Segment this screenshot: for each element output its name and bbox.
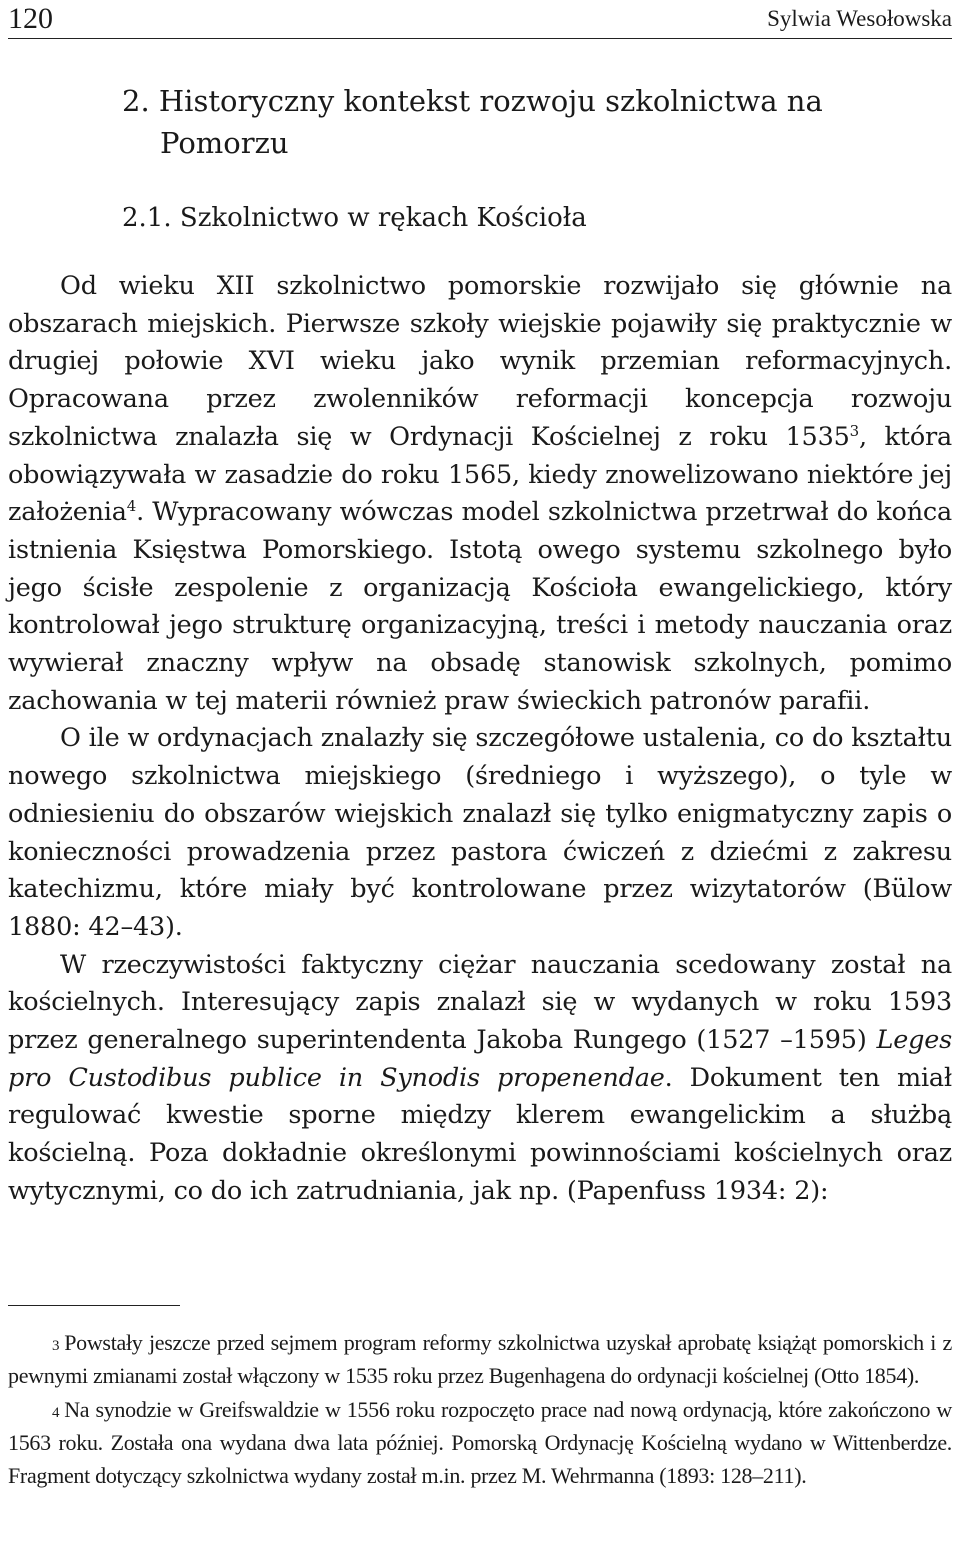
- paragraph-text: , która obowiązywała w zasadzie do roku 1565, kiedy znowelizowano niektóre jej założenia: [8, 421, 952, 528]
- footnote-number: 3: [52, 1338, 60, 1354]
- footnote: [8, 1393, 952, 1493]
- paragraph-text: . Wypracowany wówczas model szkolnictwa przetrwał do końca istnienia Księstwa Pomorskiego. Istotą owego systemu szkolnego było jego ścisłe zespolenie z organizacją Kościoła ewangelickiego, który kontrolował jego strukturę organizacyjną, treści i metody nauczania oraz wywierał znaczny wpływ na obsadę stanowisk szkolnych, pomimo zachowania w tej materii również praw świeckich patronów parafii.: [8, 497, 952, 716]
- footnote-ref: 3: [849, 421, 859, 440]
- subsection-heading: 2.1. Szkolnictwo w rękach Kościoła: [122, 203, 587, 233]
- footnote-separator: [8, 1305, 180, 1306]
- paragraph-text: . Dokument ten miał regulować kwestie sporne między klerem ewangelickim a służbą kościelną. Poza dokładnie określonymi powinnościami kościelnych oraz wytycznymi, co do ich zatrudniania, jak np. (Papenfuss 1934: 2):: [8, 1062, 952, 1206]
- paragraph: [8, 947, 952, 1211]
- footnote-text: Powstały jeszcze przed sejmem program reformy szkolnictwa uzyskał aprobatę książąt pomorskich i z pewnymi zmianami został włączony w 1535 roku przez Bugenhagena do ordynacji kościelnej (Otto 1854).: [8, 1330, 952, 1389]
- latin-title: Leges pro Custodibus publice in Synodis propenendae: [8, 1025, 952, 1093]
- footnote-number: 4: [52, 1404, 60, 1421]
- footnote-ref: 4: [126, 497, 137, 516]
- page-header: [8, 0, 952, 39]
- footnotes: [8, 1326, 952, 1492]
- footnote-text: Na synodzie w Greifswaldzie w 1556 roku rozpoczęto prace nad nową ordynacją, które zakończono w 1563 roku. Została ona wydana dwa lata później. Pomorską Ordynację Kościelną wydano w Wittenberdze. Fragment dotyczący szkolnictwa wydany został m.in. przez M. Wehrmanna (1893: 128–211).: [8, 1396, 952, 1489]
- paragraph-text: W rzeczywistości faktyczny ciężar nauczania scedowany został na kościelnych. Interesujący zapis znalazł się w wydanych w roku 1593 przez generalnego superintendenta Jakoba Rungego (1527 –1595): [8, 949, 952, 1056]
- paragraph: [8, 268, 952, 720]
- section-heading: 2. Historyczny kontekst rozwoju szkolnictwa na Pomorzu: [122, 84, 823, 160]
- page-number: 120: [8, 2, 53, 35]
- running-head-author: Sylwia Wesołowska: [767, 6, 952, 31]
- body-text: [8, 268, 952, 1211]
- footnote: [8, 1326, 952, 1393]
- paragraph: O ile w ordynacjach znalazły się szczegółowe ustalenia, co do kształtu nowego szkolnictwa miejskiego (średniego i wyższego), o tyle w odniesieniu do obszarów wiejskich znalazł się tylko enigmatyczny zapis o konieczności prowadzenia przez pastora ćwiczeń z dziećmi z zakresu katechizmu, które miały być kontrolowane przez wizytatorów (Bülow 1880: 42–43).: [8, 723, 952, 942]
- paragraph-text: Od wieku XII szkolnictwo pomorskie rozwijało się głównie na obszarach miejskich. Pierwsze szkoły wiejskie pojawiły się praktycznie w drugiej połowie XVI wieku jako wynik przemian reformacyjnych. Opracowana przez zwolenników reformacji koncepcja rozwoju szkolnictwa znalazła się w Ordynacji Kościelnej z roku 1535: [8, 271, 952, 452]
